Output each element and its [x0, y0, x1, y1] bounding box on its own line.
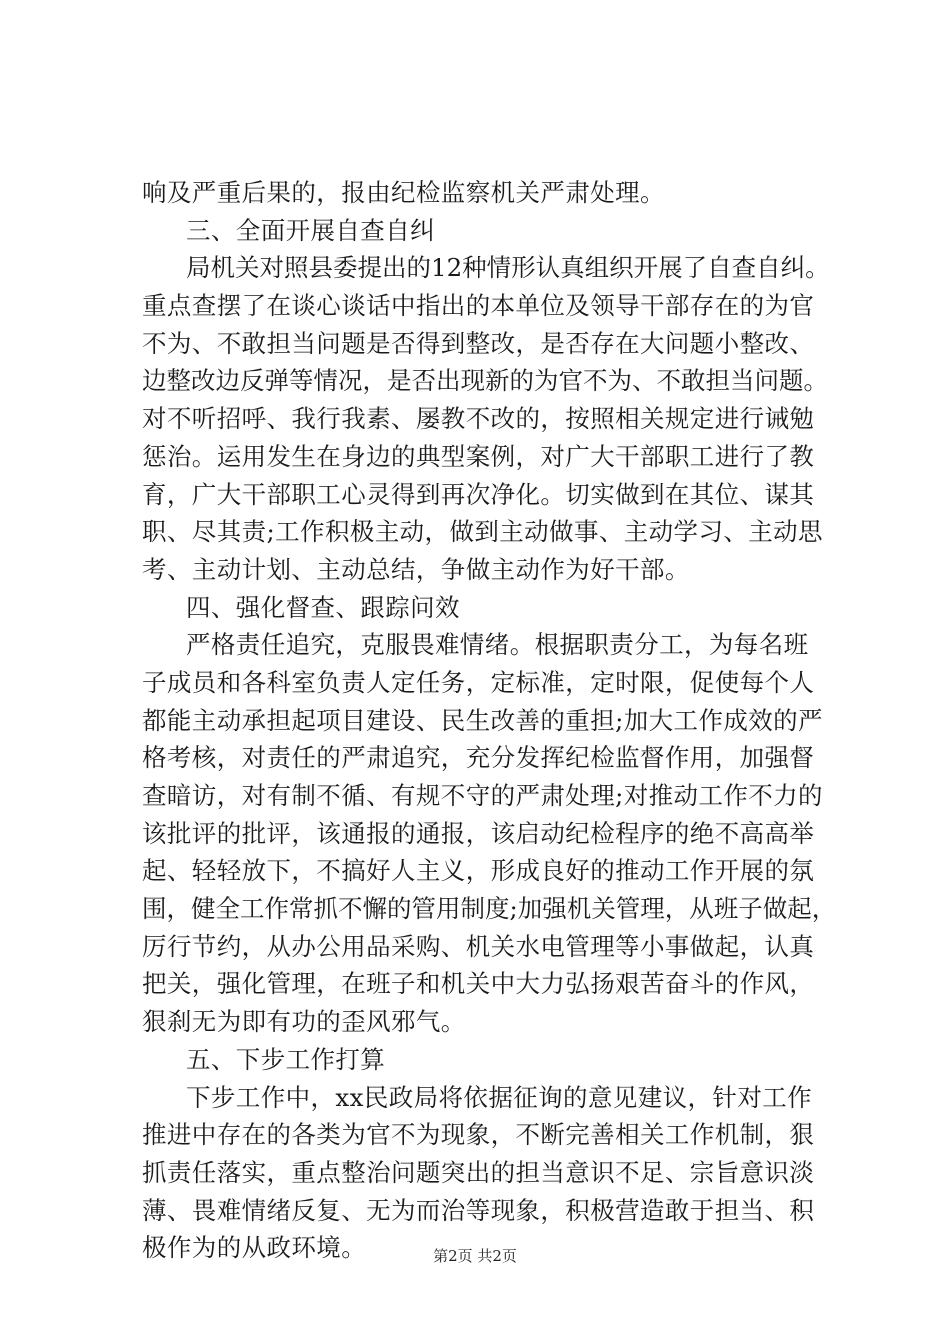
paragraph-line: 极作为的从政环境。	[142, 1233, 367, 1263]
paragraph-line: 边整改边反弹等情况，是否出现新的为官不为、不敢担当问题。	[142, 366, 828, 396]
paragraph-line: 下步工作中，xx民政局将依据征询的意见建议，针对工作	[186, 1082, 813, 1112]
paragraph-line: 都能主动承担起项目建设、民生改善的重担;加大工作成效的严	[142, 705, 823, 735]
paragraph-line: 围，健全工作常抓不懈的管用制度;加强机关管理，从班子做起，	[142, 894, 837, 924]
section-heading-4: 四、强化督查、跟踪问效	[186, 592, 460, 622]
paragraph-line: 狠刹无为即有功的歪风邪气。	[142, 1007, 466, 1037]
paragraph-line: 惩治。运用发生在身边的典型案例，对广大干部职工进行了教	[142, 441, 815, 471]
section-heading-3: 三、全面开展自查自纠	[186, 215, 435, 245]
paragraph-line: 重点查摆了在谈心谈话中指出的本单位及领导干部存在的为官	[142, 291, 815, 321]
paragraph-line: 推进中存在的各类为官不为现象，不断完善相关工作机制，狠	[142, 1120, 815, 1150]
paragraph-line: 对不听招呼、我行我素、屡教不改的，按照相关规定进行诫勉	[142, 404, 815, 434]
paragraph-line: 查暗访，对有制不循、有规不守的严肃处理;对推动工作不力的	[142, 781, 823, 810]
paragraph-line: 职、尽其责;工作积极主动，做到主动做事、主动学习、主动思	[142, 517, 823, 547]
paragraph-line: 育，广大干部职工心灵得到再次净化。切实做到在其位、谋其	[142, 479, 815, 509]
paragraph-line: 把关，强化管理，在班子和机关中大力弘扬艰苦奋斗的作风，	[142, 969, 815, 999]
paragraph-line: 薄、畏难情绪反复、无为而治等现象，积极营造敢于担当、积	[142, 1195, 815, 1225]
document-body	[142, 174, 837, 1267]
page-footer: 第2页 共2页	[433, 1247, 517, 1265]
paragraph-line: 格考核，对责任的严肃追究，充分发挥纪检监督作用，加强督	[142, 743, 815, 773]
paragraph-line: 考、主动计划、主动总结，争做主动作为好干部。	[142, 554, 690, 584]
paragraph-line: 厉行节约，从办公用品采购、机关水电管理等小事做起，认真	[142, 931, 815, 961]
section-heading-5: 五、下步工作打算	[186, 1044, 386, 1074]
paragraph-line: 严格责任追究，克服畏难情绪。根据职责分工，为每名班	[186, 630, 809, 660]
paragraph-line: 抓责任落实，重点整治问题突出的担当意识不足、宗旨意识淡	[142, 1157, 815, 1187]
paragraph-line: 不为、不敢担当问题是否得到整改，是否存在大问题小整改、	[142, 328, 815, 358]
paragraph-line: 起、轻轻放下，不搞好人主义，形成良好的推动工作开展的氛	[142, 856, 815, 886]
paragraph-line: 响及严重后果的，报由纪检监察机关严肃处理。	[142, 178, 665, 207]
paragraph-line: 子成员和各科室负责人定任务，定标准，定时限，促使每个人	[142, 667, 815, 697]
paragraph-line: 局机关对照县委提出的12种情形认真组织开展了自查自纠。	[186, 253, 830, 283]
paragraph-line: 该批评的批评，该通报的通报，该启动纪检程序的绝不高高举	[142, 818, 815, 848]
